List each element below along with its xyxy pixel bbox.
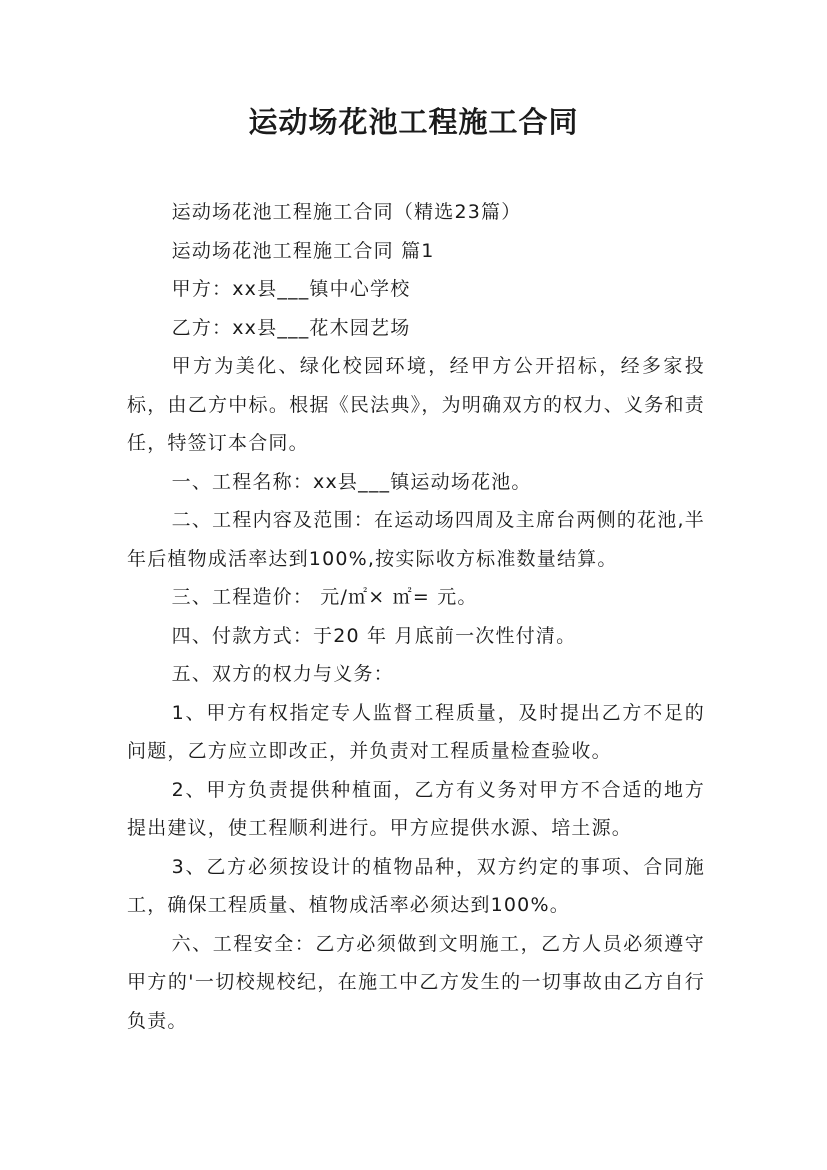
paragraph-subtitle: 运动场花池工程施工合同（精选23篇） — [171, 201, 522, 223]
paragraph-preamble: 甲方为美化、绿化校园环境，经甲方公开招标，经多家投标，由乙方中标。根据《民法典》，为明确双方的权力、义务和责任，特签订本合同。 — [127, 355, 705, 454]
paragraph-project-cost: 三、工程造价： 元/㎡× ㎡= 元。 — [171, 586, 478, 608]
document-title: 运动场花池工程施工合同 — [248, 105, 579, 139]
paragraph-rights-item-2: 2、甲方负责提供种植面，乙方有义务对甲方不合适的地方提出建议，使工程顺利进行。甲方应提供水源、培土源。 — [127, 778, 705, 839]
paragraph-rights-item-3: 3、乙方必须按设计的植物品种，双方约定的事项、合同施工，确保工程质量、植物成活率必须达到100%。 — [127, 855, 705, 916]
paragraph-rights-item-1: 1、甲方有权指定专人监督工程质量，及时提出乙方不足的问题，乙方应立即改正，并负责对工程质量检查验收。 — [127, 701, 705, 762]
paragraph-party-b: 乙方：xx县___花木园艺场 — [171, 316, 411, 339]
paragraph-payment-method: 四、付款方式：于20 年 月底前一次性付清。 — [171, 624, 577, 647]
paragraph-project-scope: 二、工程内容及范围：在运动场四周及主席台两侧的花池,半年后植物成活率达到100%,按实际收方标准数量结算。 — [127, 509, 705, 570]
paragraph-rights-heading: 五、双方的权力与义务： — [171, 663, 394, 685]
paragraph-party-a: 甲方：xx县___镇中心学校 — [171, 278, 411, 300]
paragraph-section-heading: 运动场花池工程施工合同 篇1 — [171, 239, 435, 262]
paragraph-project-name: 一、工程名称：xx县___镇运动场花池。 — [171, 470, 532, 493]
paragraph-project-safety: 六、工程安全：乙方必须做到文明施工，乙方人员必须遵守甲方的'一切校规校纪，在施工中乙方发生的一切事故由乙方自行负责。 — [127, 932, 705, 1032]
document-body — [127, 193, 705, 1040]
